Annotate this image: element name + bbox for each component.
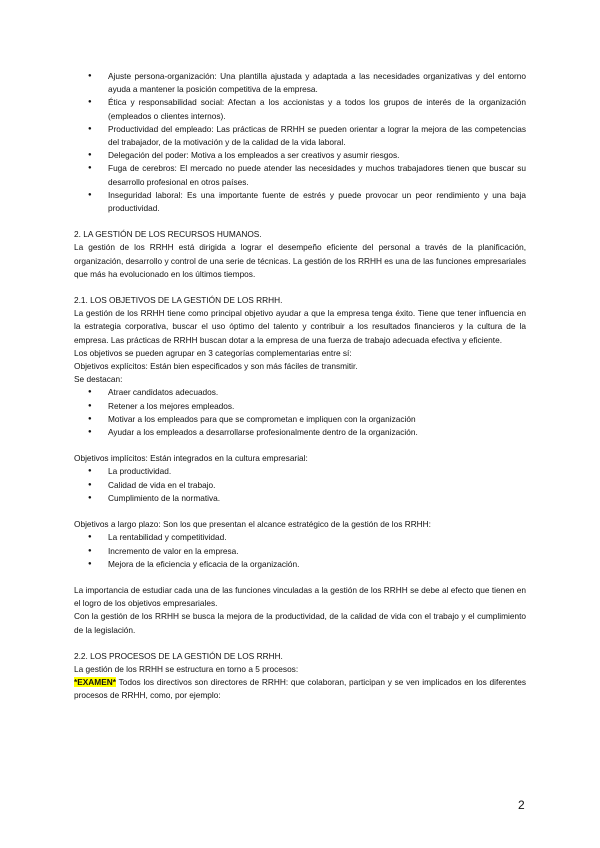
document-page xyxy=(74,70,526,703)
section-2-2-heading: 2.2. LOS PROCESOS DE LA GESTIÓN DE LOS RRHH. xyxy=(74,650,283,661)
list-item: ● La productividad. xyxy=(74,465,526,478)
importance-paragraph: La importancia de estudiar cada una de las funciones vinculadas a la gestión de los RRHH se debe al efecto que tienen en el logro de los objetivos empresariales. xyxy=(74,584,526,609)
exam-text: Todos los directivos son directores de RRHH: que colaboran, participan y se ven implicados en los diferentes procesos de RRHH, como, por ejemplo: xyxy=(74,677,526,701)
list-item: ● Ayudar a los empleados a desarrollarse profesionalmente dentro de la organización. xyxy=(74,426,526,439)
section-2-text: La gestión de los RRHH está dirigida a lograr el desempeño eficiente del personal a través de la planificación, organización, desarrollo y control de una serie de técnicas. La gestión de los RRHH es una de las funciones empresariales que más ha evolucionado en los últimos tiempos. xyxy=(74,242,526,279)
list-item: ● La rentabilidad y competitividad. xyxy=(74,531,526,544)
objectives-groups-line: Los objetivos se pueden agrupar en 3 categorías complementarias entre sí: xyxy=(74,347,352,358)
page-number: 2 xyxy=(518,798,525,812)
conclusion-paragraph: Con la gestión de los RRHH se busca la mejora de la productividad, de la calidad de vida con el trabajo y el cumplimiento de la legislación. xyxy=(74,611,526,635)
list-item: ● Delegación del poder: Motiva a los empleados a ser creativos y asumir riesgos. xyxy=(74,149,526,162)
list-item: ● Ajuste persona-organización: Una plantilla ajustada y adaptada a las necesidades organizativas y del entorno ayuda a mantener la posición competitiva de la empresa. xyxy=(74,70,526,96)
se-destacan-label: Se destacan: xyxy=(74,374,123,385)
implicit-objectives-line: Objetivos implícitos: Están integrados en la cultura empresarial: xyxy=(74,453,308,464)
section-2-1-text: La gestión de los RRHH tiene como principal objetivo ayudar a que la empresa tenga éxito. Tiene que tener influencia en la estrategia corporativa, buscar el uso óptimo del talento y contribuir a los resultados financieros y la cultura de la empresa. Las prácticas de RRHH buscan dotar a la empresa de una fuerza de trabajo adecuada efectiva y eficiente. xyxy=(74,308,526,345)
list-item: ● Inseguridad laboral: Es una importante fuente de estrés y puede provocar un peor rendimiento y una baja productividad. xyxy=(74,189,526,215)
explicit-objectives-list xyxy=(74,386,526,439)
longterm-objectives-list xyxy=(74,531,526,571)
implicit-objectives-list xyxy=(74,465,526,505)
section-2-1-heading: 2.1. LOS OBJETIVOS DE LA GESTIÓN DE LOS RRHH. xyxy=(74,295,283,306)
list-item: ● Calidad de vida en el trabajo. xyxy=(74,479,526,492)
list-item: ● Fuga de cerebros: El mercado no puede atender las necesidades y muchos trabajadores tienen que buscar su desarrollo profesional en otros países. xyxy=(74,162,526,188)
intro-bullet-list xyxy=(74,70,526,215)
exam-paragraph xyxy=(74,676,526,702)
list-item: ● Motivar a los empleados para que se comprometan e impliquen con la organización xyxy=(74,413,526,426)
list-item: ● Mejora de la eficiencia y eficacia de la organización. xyxy=(74,558,526,571)
list-item: ● Atraer candidatos adecuados. xyxy=(74,386,526,399)
explicit-objectives-line: Objetivos explícitos: Están bien especificados y son más fáciles de transmitir. xyxy=(74,361,358,372)
list-item: ● Cumplimiento de la normativa. xyxy=(74,492,526,505)
longterm-objectives-line: Objetivos a largo plazo: Son los que presentan el alcance estratégico de la gestión de los RRHH: xyxy=(74,519,431,530)
exam-highlight: *EXAMEN* xyxy=(74,677,116,688)
section-2-2-intro: La gestión de los RRHH se estructura en torno a 5 procesos: xyxy=(74,663,299,674)
list-item: ● Retener a los mejores empleados. xyxy=(74,400,526,413)
list-item: ● Productividad del empleado: Las prácticas de RRHH se pueden orientar a lograr la mejora de las competencias del trabajador, de la motivación y de la calidad de la vida laboral. xyxy=(74,123,526,149)
list-item: ● Ética y responsabilidad social: Afectan a los accionistas y a todos los grupos de interés de la organización (empleados o clientes internos). xyxy=(74,96,526,122)
section-2-heading: 2. LA GESTIÓN DE LOS RECURSOS HUMANOS. xyxy=(74,229,262,240)
list-item: ● Incremento de valor en la empresa. xyxy=(74,545,526,558)
